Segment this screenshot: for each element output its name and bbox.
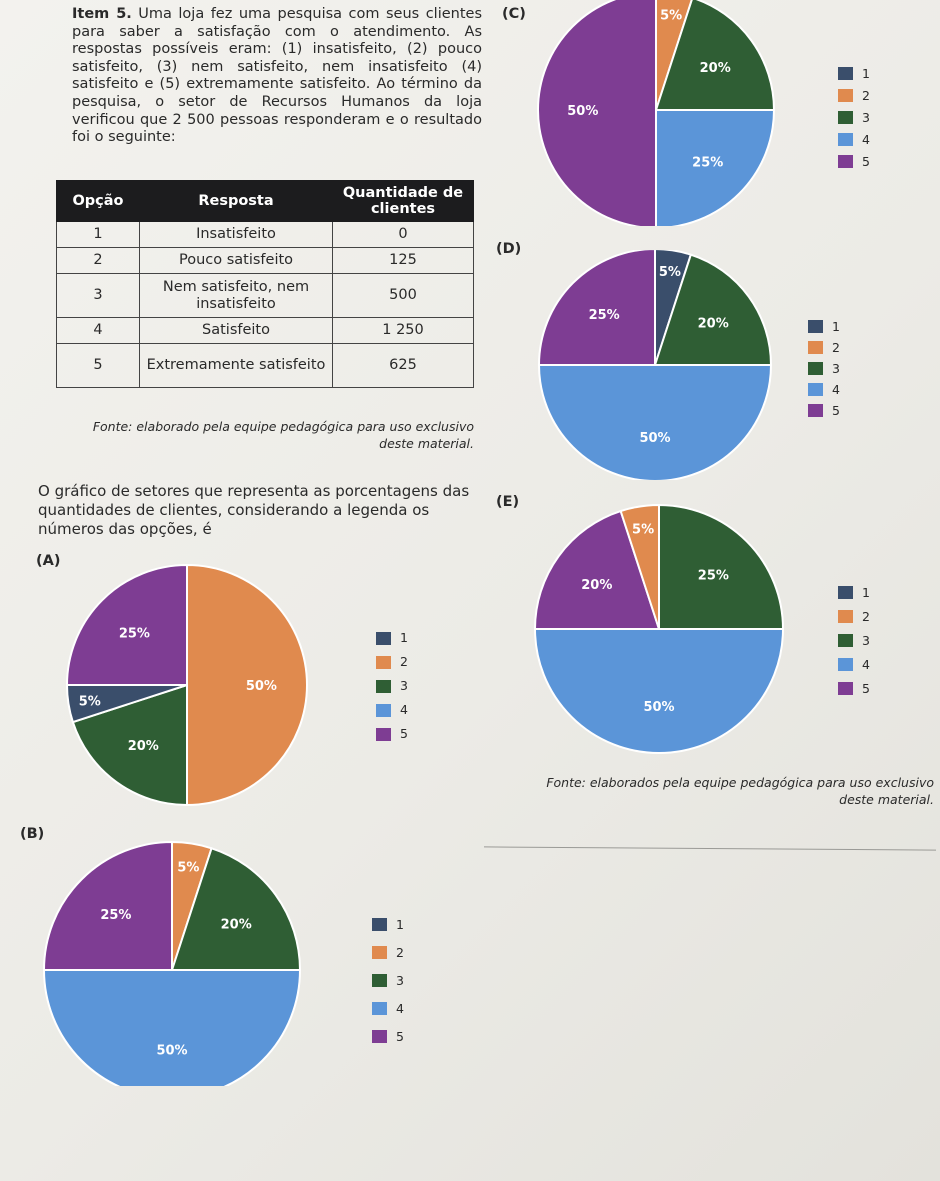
legend-e (838, 580, 870, 700)
legend-c (838, 62, 870, 172)
legend-item-4 (838, 128, 870, 150)
legend-item-1 (838, 580, 870, 604)
legend-swatch (372, 1030, 387, 1043)
pie-slice-option-4 (539, 365, 771, 480)
cell-response: Extremamente satisfeito (140, 344, 333, 388)
legend-label: 3 (862, 632, 870, 648)
pie-label: 20% (699, 60, 731, 76)
pie-label: 5% (658, 265, 681, 281)
legend-label: 5 (832, 403, 840, 418)
cell-option: 1 (57, 222, 140, 248)
legend-label: 1 (832, 319, 840, 334)
legend-swatch (838, 658, 853, 671)
option-label-a: (A) (36, 553, 61, 569)
legend-swatch (838, 586, 853, 599)
table-row (57, 274, 474, 318)
legend-swatch (838, 111, 853, 124)
item-title: Item 5. (72, 6, 132, 22)
cell-quantity: 625 (333, 344, 474, 388)
option-label-b: (B) (20, 826, 45, 842)
table-source (40, 418, 474, 452)
pie-label: 20% (127, 739, 159, 755)
pie-label: 5% (78, 694, 101, 710)
charts-source-line1: Fonte: elaborados pela equipe pedagógica para uso exclusivo (546, 775, 934, 790)
legend-label: 3 (862, 109, 870, 125)
legend-swatch (838, 89, 853, 102)
cell-quantity: 0 (333, 222, 474, 248)
legend-label: 2 (862, 87, 870, 103)
legend-swatch (376, 680, 391, 693)
legend-label: 5 (396, 1028, 404, 1044)
option-label-d: (D) (496, 241, 522, 257)
legend-swatch (838, 634, 853, 647)
pie-label: 25% (588, 308, 620, 324)
cell-option: 3 (57, 274, 140, 318)
legend-item-1 (838, 62, 870, 84)
legend-swatch (372, 918, 387, 931)
legend-label: 5 (862, 153, 870, 169)
legend-label: 1 (862, 65, 870, 81)
legend-item-1 (372, 910, 404, 938)
legend-item-5 (372, 1022, 404, 1050)
legend-item-2: 2 (376, 650, 408, 674)
header-response: Resposta (140, 181, 333, 222)
legend-swatch (808, 383, 823, 396)
pie-slice-option-5 (44, 842, 172, 970)
legend-swatch (838, 682, 853, 695)
pie-label: 50% (639, 430, 671, 446)
legend-item-5 (838, 676, 870, 700)
legend-swatch (838, 67, 853, 80)
legend-item-3: 3 (376, 674, 408, 698)
pie-slice-option-4 (535, 629, 783, 753)
question-text: O gráfico de setores que representa as porcentagens das quantidades de clientes, considerando a legenda os números das opções, é (38, 482, 470, 538)
legend-swatch (376, 632, 391, 645)
cell-quantity: 1 250 (333, 318, 474, 344)
legend-item-5 (838, 150, 870, 172)
legend-swatch (372, 946, 387, 959)
legend-swatch (376, 656, 391, 669)
table-row (57, 318, 474, 344)
pie-label: 5% (632, 522, 655, 538)
legend-item-3 (838, 106, 870, 128)
pie-label: 50% (245, 679, 277, 694)
table-row (57, 344, 474, 388)
legend-label: 3 (832, 361, 840, 376)
legend-item-3 (372, 966, 404, 994)
pie-chart-c (530, 0, 782, 226)
table-source-line2: deste material. (379, 436, 474, 451)
legend-swatch (838, 133, 853, 146)
legend-label: 1 (396, 916, 404, 932)
pie-label: 20% (581, 577, 613, 593)
pie-label: 50% (643, 699, 675, 715)
legend-item-2 (838, 604, 870, 628)
option-label-e: (E) (496, 494, 520, 510)
pie-chart-a (56, 560, 336, 812)
legend-d (808, 316, 840, 421)
cell-response: Nem satisfeito, nem insatisfeito (140, 274, 333, 318)
pie-label: 5% (660, 8, 683, 24)
pie-label: 25% (697, 568, 729, 584)
legend-swatch (808, 341, 823, 354)
legend-item-4 (808, 379, 840, 400)
cell-response: Pouco satisfeito (140, 248, 333, 274)
legend-swatch (838, 610, 853, 623)
pie-label: 25% (692, 155, 724, 171)
legend-swatch (838, 155, 853, 168)
legend-swatch (808, 320, 823, 333)
pie-chart-d (528, 250, 778, 480)
pie-label: 20% (220, 917, 252, 933)
legend-label: 1 (862, 584, 870, 600)
legend-swatch (372, 1002, 387, 1015)
legend-item-2 (838, 84, 870, 106)
legend-label: 2 (832, 340, 840, 355)
legend-label: 2 (862, 608, 870, 624)
cell-response: Satisfeito (140, 318, 333, 344)
legend-item-2 (808, 337, 840, 358)
intro-text: Uma loja fez uma pesquisa com seus clientes para saber a satisfação com o atendimento. As respostas possíveis eram: (1) insatisfeito, (2) pouco satisfeito, (3) nem satisfeito, nem insatisfeito (4) satisfeito e (5) extremamente satisfeito. Ao término da pesquisa, o setor de Recursos Humanos da loja verificou que 2 500 pessoas responderam e o resultado foi o seguinte: (72, 6, 483, 146)
cell-response: Insatisfeito (140, 222, 333, 248)
legend-swatch (372, 974, 387, 987)
table-source-line1: Fonte: elaborado pela equipe pedagógica para uso exclusivo (92, 419, 474, 434)
charts-source (488, 774, 934, 808)
legend-item-1 (808, 316, 840, 337)
charts-source-line2: deste material. (839, 792, 934, 807)
legend-label: 2 (396, 944, 404, 960)
option-label-c: (C) (502, 6, 526, 22)
pie-label: 50% (156, 1043, 188, 1059)
legend-item-3 (838, 628, 870, 652)
legend-item-2 (372, 938, 404, 966)
legend-label: 3 (396, 972, 404, 988)
legend-label: 5 (862, 680, 870, 696)
pie-label: 25% (118, 626, 150, 642)
cell-option: 5 (57, 344, 140, 388)
legend-swatch (808, 404, 823, 417)
legend-item-5: 5 (376, 722, 408, 746)
divider-line (484, 846, 936, 850)
legend-b (372, 910, 404, 1050)
header-option: Opção (57, 181, 140, 222)
legend-item-3 (808, 358, 840, 379)
legend-item-4: 4 (376, 698, 408, 722)
cell-option: 4 (57, 318, 140, 344)
pie-slice-option-5 (67, 565, 187, 685)
legend-a (376, 626, 408, 746)
table-row (57, 248, 474, 274)
legend-item-5 (808, 400, 840, 421)
cell-option: 2 (57, 248, 140, 274)
cell-quantity: 125 (333, 248, 474, 274)
legend-label: 4 (396, 1000, 404, 1016)
legend-label: 4 (832, 382, 840, 397)
pie-label: 20% (697, 316, 729, 332)
legend-swatch (376, 728, 391, 741)
pie-label: 50% (567, 104, 599, 119)
legend-swatch (376, 704, 391, 717)
pie-chart-e (528, 504, 806, 760)
pie-slice-option-4 (44, 970, 300, 1086)
legend-label: 4 (862, 131, 870, 147)
pie-label: 5% (177, 860, 200, 876)
pie-slice-option-3 (659, 505, 783, 629)
survey-table (56, 180, 474, 388)
intro-paragraph (72, 6, 482, 147)
pie-chart-b (36, 836, 314, 1086)
legend-label: 4 (862, 656, 870, 672)
legend-item-1: 1 (376, 626, 408, 650)
legend-item-4 (372, 994, 404, 1022)
header-quantity: Quantidade de clientes (333, 181, 474, 222)
cell-quantity: 500 (333, 274, 474, 318)
table-row (57, 222, 474, 248)
pie-label: 25% (100, 907, 132, 923)
legend-swatch (808, 362, 823, 375)
legend-item-4 (838, 652, 870, 676)
